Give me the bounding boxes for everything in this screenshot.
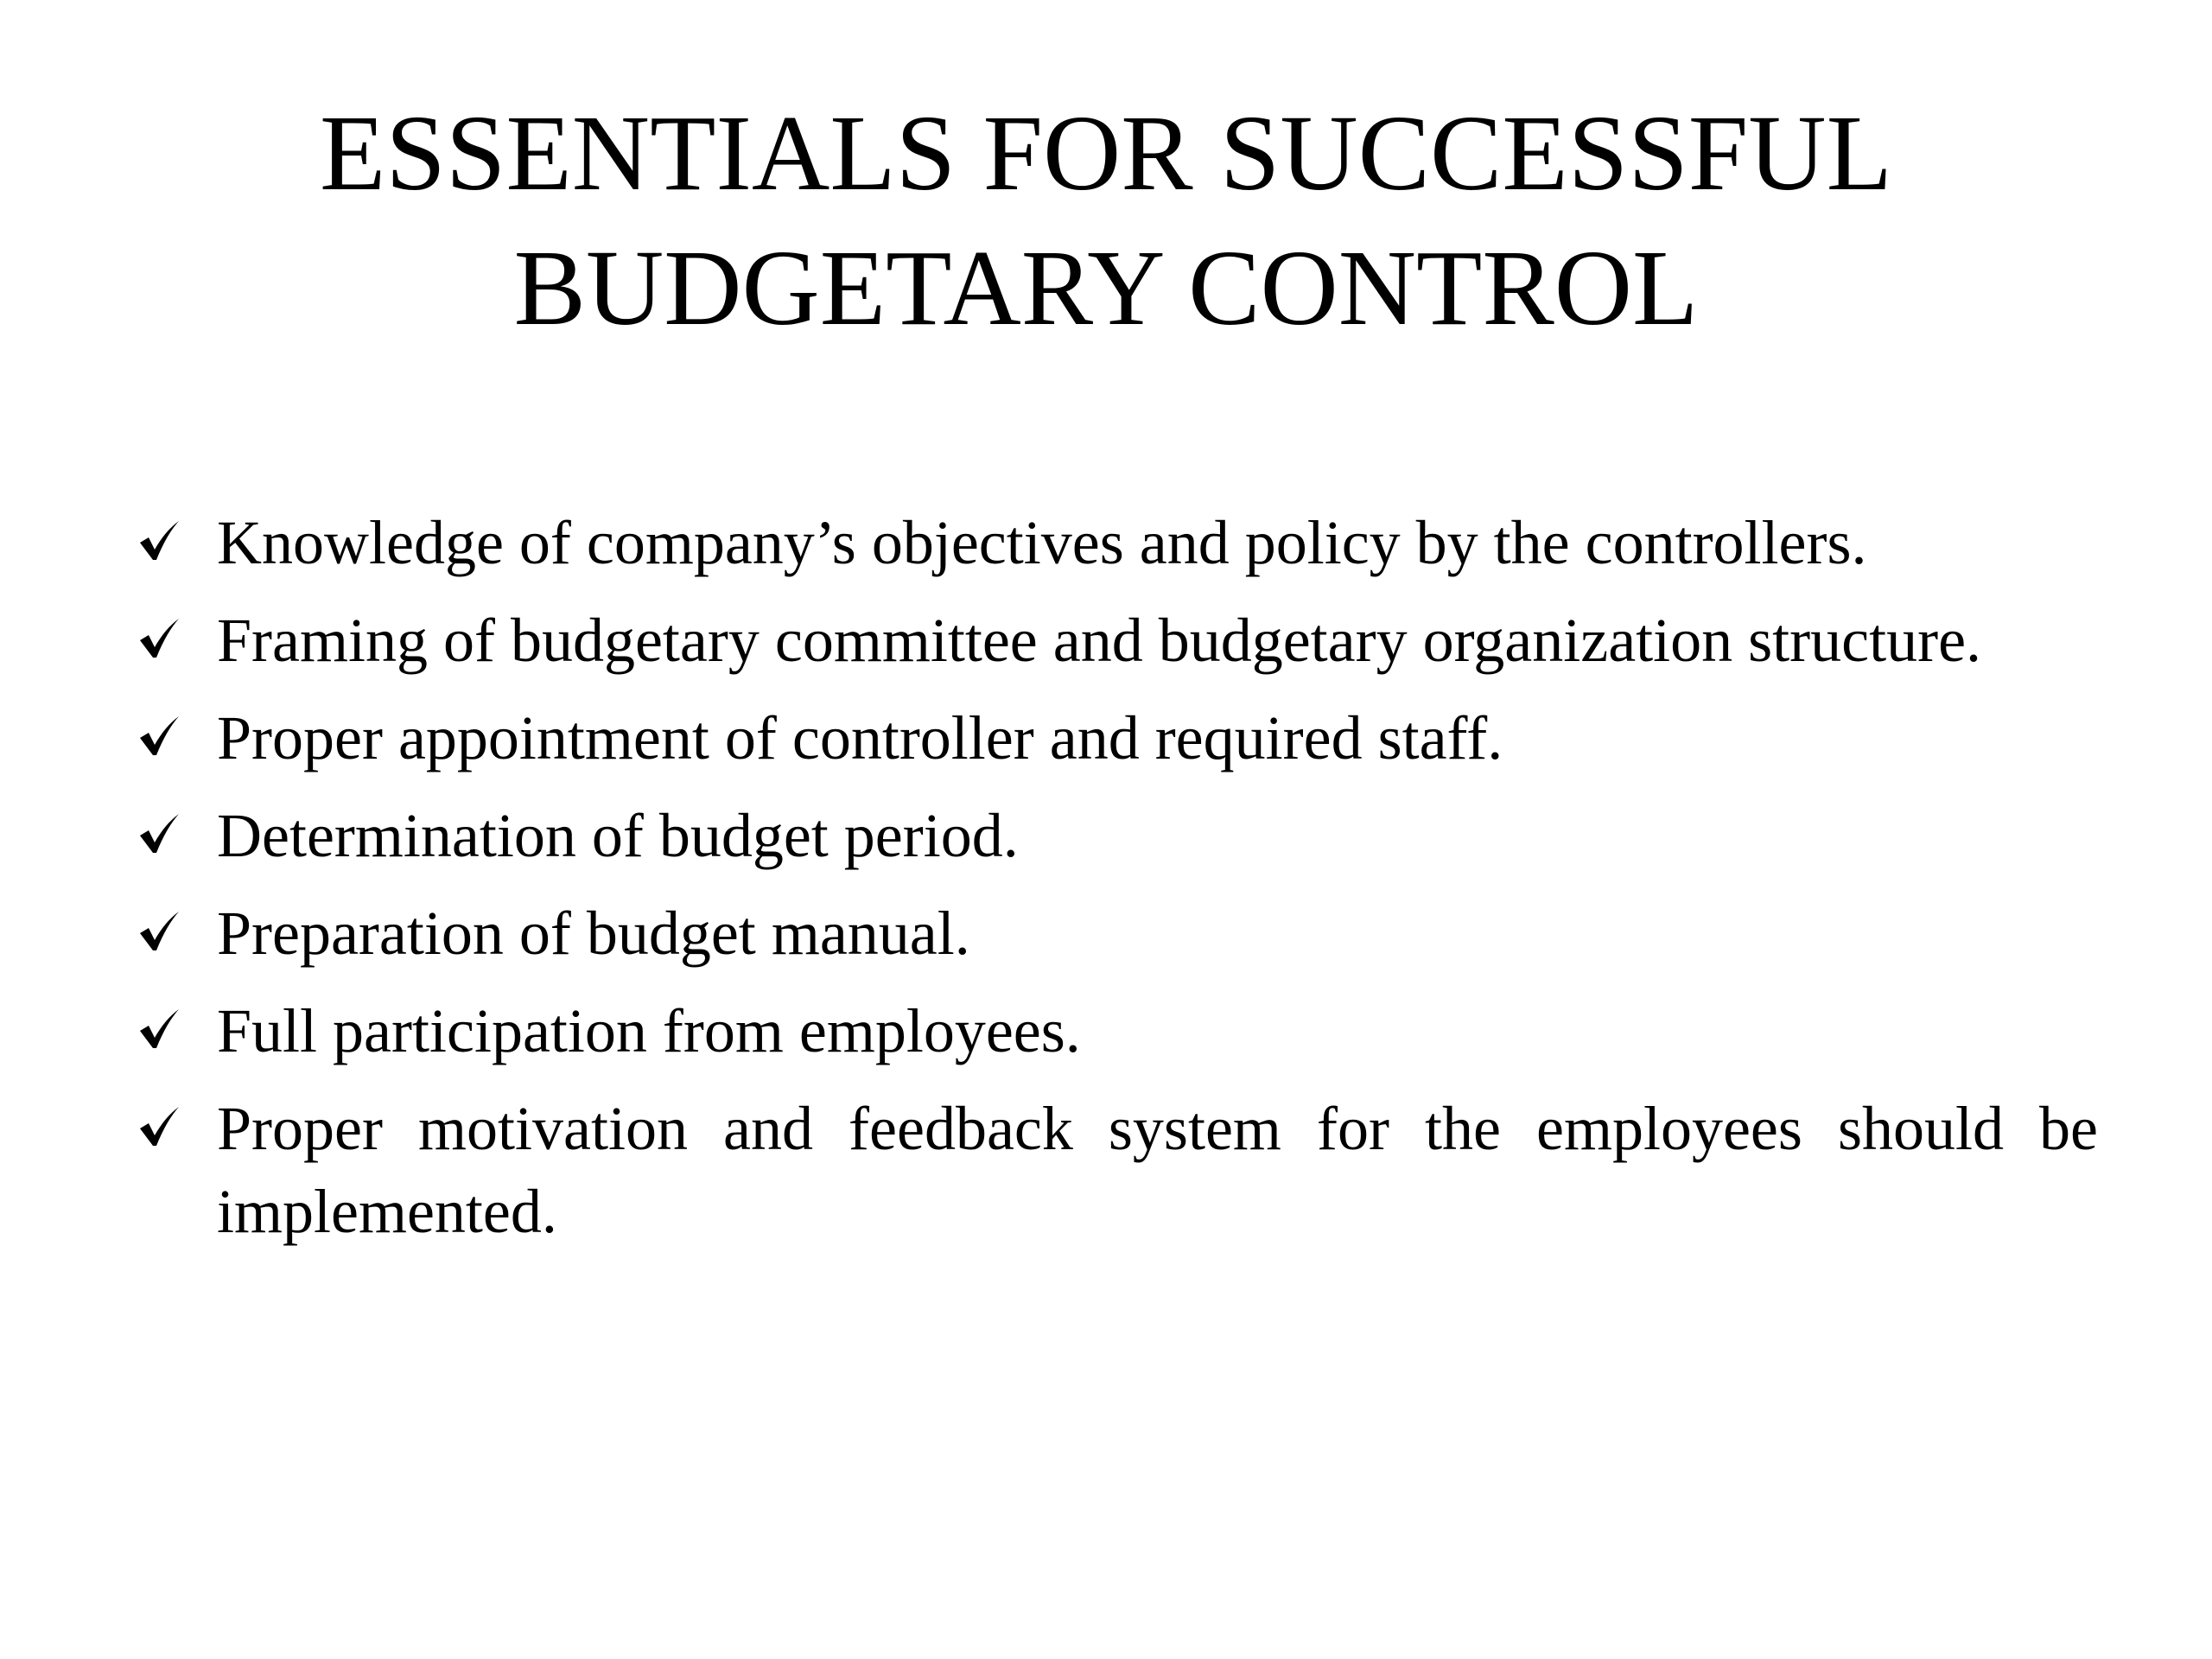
bullet-item (137, 696, 2098, 779)
slide-title (0, 86, 2212, 356)
bullet-item (137, 892, 2098, 975)
bullet-item (137, 1087, 2098, 1253)
bullet-text: Preparation of budget manual. (217, 899, 970, 968)
slide-title-line-2: BUDGETARY CONTROL (513, 229, 1699, 348)
bullet-text: Proper appointment of controller and required staff. (217, 703, 1503, 772)
bullet-item (137, 599, 2098, 682)
bullet-item (137, 794, 2098, 877)
checkmark-icon (137, 989, 188, 1072)
slide-title-line-1: ESSENTIALS FOR SUCCESSFUL (320, 94, 1892, 213)
bullet-text: Determination of budget period. (217, 801, 1019, 870)
bullet-text: Knowledge of company’s objectives and policy by the controllers. (217, 508, 1867, 577)
checkmark-icon (137, 599, 188, 682)
bullet-list (137, 501, 2098, 1268)
bullet-item (137, 989, 2098, 1072)
bullet-text: Full participation from employees. (217, 996, 1081, 1065)
checkmark-icon (137, 794, 188, 877)
bullet-item (137, 501, 2098, 584)
checkmark-icon (137, 501, 188, 584)
checkmark-icon (137, 696, 188, 779)
checkmark-icon (137, 1087, 188, 1170)
bullet-text: Framing of budgetary committee and budgetary organization structure. (217, 606, 1982, 675)
checkmark-icon (137, 892, 188, 975)
bullet-text: Proper motivation and feedback system for the employees should be implemented. (217, 1094, 2098, 1246)
